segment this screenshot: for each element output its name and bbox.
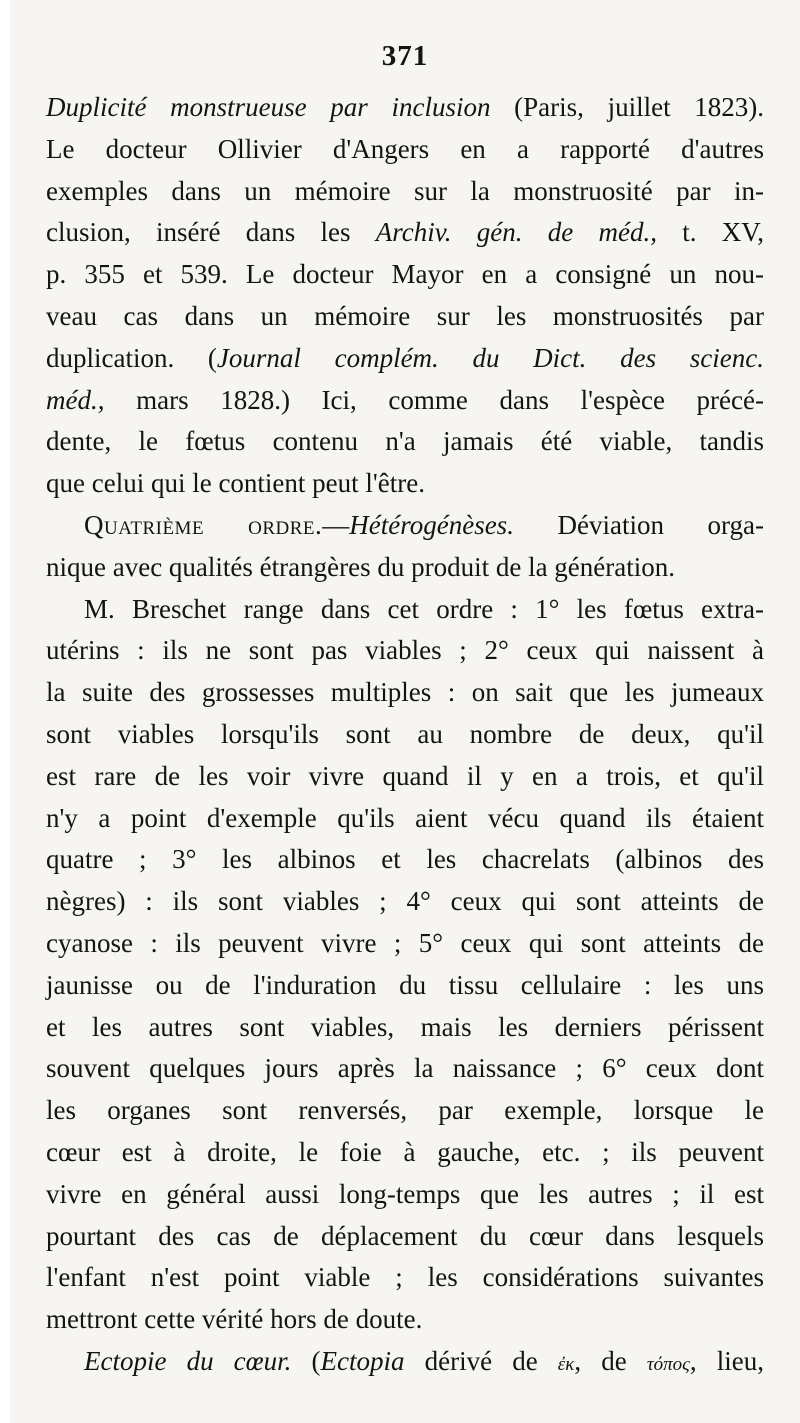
- book-page: [10, 0, 800, 1423]
- citation: Archiv. gén. de méd.,: [375, 217, 657, 248]
- section-title: Hétérogénèses.: [349, 509, 514, 540]
- paragraph-heterogeneses: [46, 505, 764, 589]
- greek-word: ἐκ: [557, 1353, 575, 1375]
- text-line: la suite des grossesses multiples : on sait que les jumeaux: [46, 677, 764, 708]
- text-line: clusion, inséré dans les Archiv. gén. de méd., t. XV,: [46, 217, 764, 248]
- text-line: les organes sont renversés, par exemple, lorsque le: [46, 1095, 764, 1126]
- text-line: pourtant des cas de déplacement du cœur dans lesquels: [46, 1220, 764, 1251]
- text-line: jaunisse ou de l'induration du tissu cellulaire : les uns: [46, 969, 764, 1000]
- text-line: M. Breschet range dans cet ordre : 1° les fœtus extra-: [84, 593, 764, 624]
- text-line: souvent quelques jours après la naissance ; 6° ceux dont: [46, 1053, 764, 1084]
- text-line: que celui qui le contient peut l'être.: [46, 468, 425, 499]
- text-line: cyanose : ils peuvent vivre ; 5° ceux qui sont atteints de: [46, 927, 764, 958]
- text-line: cœur est à droite, le foie à gauche, etc. ; ils peuvent: [46, 1136, 764, 1167]
- text-line: est rare de les voir vivre quand il y en a trois, et qu'il: [46, 760, 764, 791]
- text-line: dente, le fœtus contenu n'a jamais été viable, tandis: [46, 426, 764, 457]
- text-line: Duplicité monstrueuse par inclusion (Paris, juillet 1823).: [46, 92, 764, 122]
- text-line: utérins : ils ne sont pas viables ; 2° ceux qui naissent à: [46, 635, 764, 666]
- text-line: p. 355 et 539. Le docteur Mayor en a consigné un nou-: [46, 259, 764, 290]
- paragraph-ectopie: [46, 1341, 764, 1383]
- greek-word: τόπος: [646, 1353, 690, 1375]
- section-title: Ectopie du cœur.: [84, 1345, 292, 1376]
- text-line: Ectopie du cœur. (Ectopia dérivé de ἐκ, de τόπος, lieu,: [84, 1345, 764, 1376]
- text-line: nique avec qualités étrangères du produit de la génération.: [46, 551, 676, 582]
- text-line: quatre ; 3° les albinos et les chacrelats (albinos des: [46, 844, 764, 875]
- page-number: 371: [381, 40, 429, 72]
- text-line: sont viables lorsqu'ils sont au nombre de deux, qu'il: [46, 718, 764, 749]
- text-line: mettront cette vérité hors de doute.: [46, 1304, 423, 1335]
- text-line: méd., mars 1828.) Ici, comme dans l'espèce précé-: [46, 384, 764, 415]
- text-line: l'enfant n'est point viable ; les considérations suivantes: [46, 1262, 764, 1293]
- paragraph-breschet: [46, 589, 764, 1341]
- citation: méd.,: [46, 384, 105, 415]
- paragraph-inclusion: [46, 87, 764, 505]
- text-line: Quatrième ordre.—Hétérogénèses. Déviation orga-: [84, 509, 764, 540]
- text-line: et les autres sont viables, mais les derniers périssent: [46, 1011, 764, 1042]
- citation: Journal complém. du Dict. des scienc.: [216, 342, 764, 373]
- page-text: [46, 87, 764, 1383]
- text-line: n'y a point d'exemple qu'ils aient vécu quand ils étaient: [46, 802, 764, 833]
- italic-title: Duplicité monstrueuse par inclusion: [46, 92, 491, 122]
- text-line: exemples dans un mémoire sur la monstruosité par in-: [46, 175, 764, 206]
- text-line: vivre en général aussi long-temps que les autres ; il est: [46, 1178, 764, 1209]
- text-line: veau cas dans un mémoire sur les monstruosités par: [46, 300, 764, 331]
- section-heading: Quatrième ordre.: [84, 509, 323, 540]
- text-line: Le docteur Ollivier d'Angers en a rapporté d'autres: [46, 133, 764, 164]
- text-line: nègres) : ils sont viables ; 4° ceux qui sont atteints de: [46, 886, 764, 917]
- text-line: duplication. (Journal complém. du Dict. des scienc.: [46, 342, 764, 373]
